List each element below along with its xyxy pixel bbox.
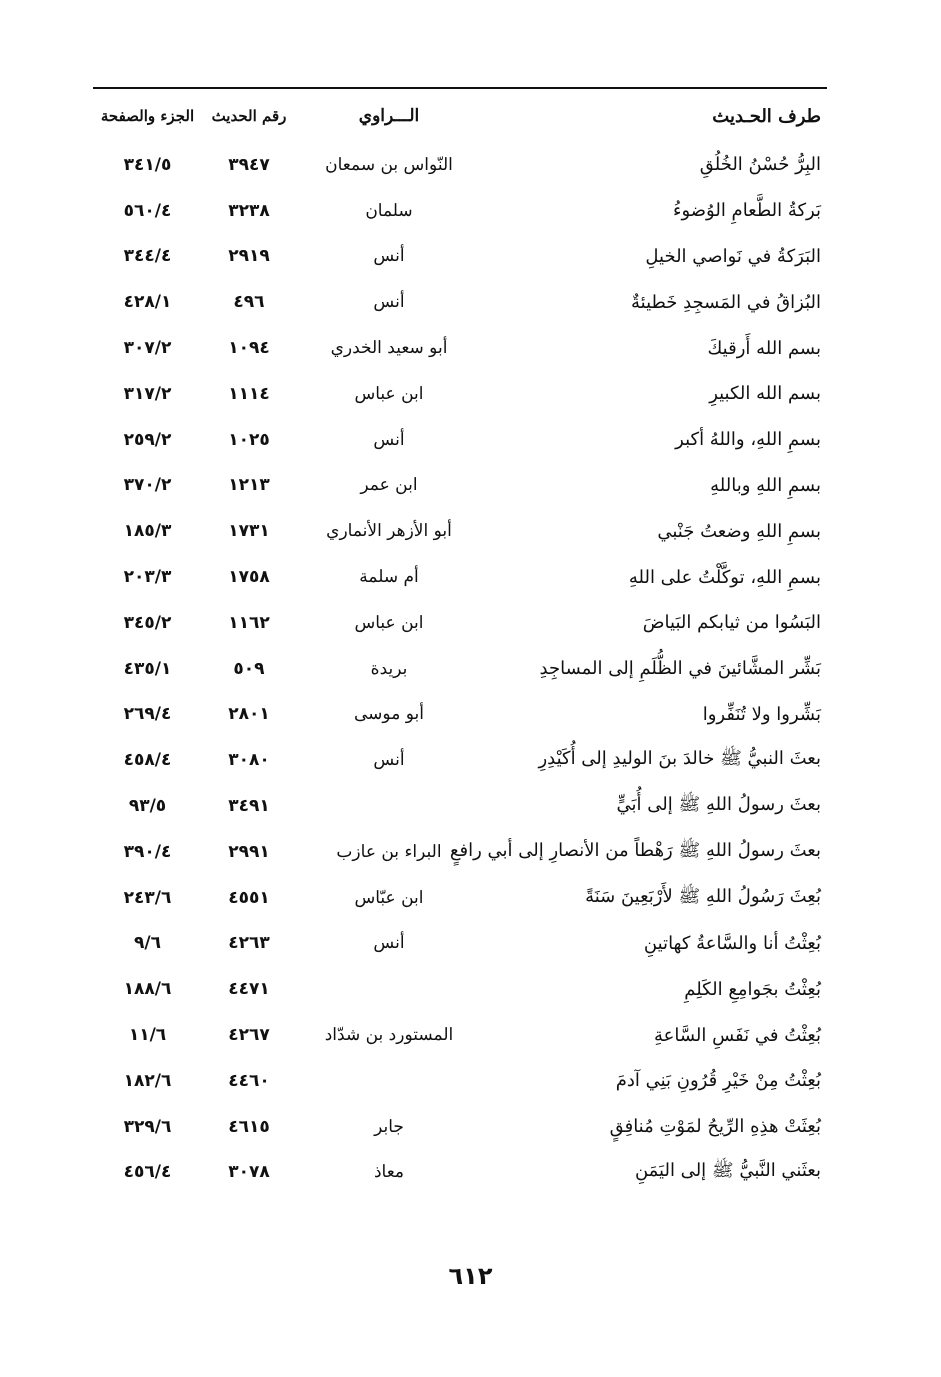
rawi-cell: جابر [374, 1116, 404, 1137]
number-cell: ١٠٢٥ [228, 429, 270, 450]
table-row [93, 417, 827, 463]
part-page-cell: ٤٥٨/٤ [123, 750, 172, 771]
part-page-cell: ٩٣/٥ [128, 796, 167, 817]
table-row [93, 142, 827, 188]
header-number: رقم الحديث [211, 107, 287, 125]
number-cell: ١١١٤ [228, 383, 270, 404]
hadith-cell: بَركةُ الطَّعامِ الوُضوءُ [673, 200, 821, 222]
hadith-cell: بسم الله أَرقيكَ [707, 337, 821, 359]
hadith-cell: بُعِثْتُ في نَفَسِ السَّاعةِ [653, 1024, 821, 1046]
part-page-cell: ٣٤١/٥ [123, 154, 172, 175]
hadith-cell: بسم الله الكبيرِ [709, 383, 821, 405]
number-cell: ١١٦٢ [228, 612, 270, 633]
rawi-cell: أنس [373, 292, 405, 313]
part-page-cell: ٣٧٠/٢ [123, 475, 172, 496]
rawi-cell: سلمان [365, 200, 413, 221]
table-row [93, 966, 827, 1012]
hadith-cell: بعثَ رسولُ اللهِ ﷺ إلى أُبَيٍّ [616, 794, 821, 816]
hadith-cell: البُزاقُ في المَسجِدِ خَطيئةٌ [630, 291, 821, 313]
rawi-cell: أنس [373, 750, 405, 771]
part-page-cell: ٣٤٥/٢ [123, 612, 172, 633]
hadith-cell: بعثَني النَّبيُّ ﷺ إلى اليَمَنِ [634, 1160, 821, 1182]
hadith-cell: بعثَ رسولُ اللهِ ﷺ رَهْطاً من الأنصارِ إلى أبي رافعٍ [449, 839, 821, 861]
hadith-cell: البِرُّ حُسْنُ الخُلُقِ [699, 154, 821, 176]
table-body [93, 142, 827, 1195]
rawi-cell: معاذ [373, 1162, 405, 1183]
rawi-cell: ابن عمر [360, 475, 418, 496]
rawi-cell: أم سلمة [359, 567, 419, 588]
rawi-cell: البراء بن عازب [336, 841, 442, 862]
hadith-cell: بَشِّروا ولا تُنَفِّروا [702, 703, 821, 725]
hadith-cell: البَسُوا من ثيابكم البَياضَ [642, 612, 821, 634]
number-cell: ٥٠٩ [233, 658, 265, 679]
part-page-cell: ١٨٢/٦ [123, 1070, 172, 1091]
part-page-cell: ٢٠٣/٣ [123, 567, 172, 588]
top-rule [93, 87, 827, 89]
number-cell: ٤٤٦٠ [228, 1070, 270, 1091]
header-part-page: الجزء والصفحة [100, 107, 195, 125]
table-row [93, 325, 827, 371]
number-cell: ٤٢٦٣ [228, 933, 270, 954]
part-page-cell: ٥٦٠/٤ [123, 200, 172, 221]
table-row [93, 1150, 827, 1196]
number-cell: ١٢١٣ [228, 475, 270, 496]
table-row [93, 921, 827, 967]
rawi-cell: المستورد بن شدّاد [324, 1025, 454, 1046]
hadith-cell: البَرَكةُ في نَواصي الخيلِ [645, 245, 821, 267]
table-row [93, 692, 827, 738]
hadith-cell: بُعِثَتْ هذِهِ الرِّيحُ لمَوْتِ مُنافِقٍ [609, 1116, 821, 1138]
number-cell: ٣٠٧٨ [228, 1162, 270, 1183]
header-rawi: الـــراوي [358, 106, 420, 126]
part-page-cell: ٣٩٠/٤ [123, 841, 172, 862]
table-row [93, 875, 827, 921]
number-cell: ٣٢٣٨ [228, 200, 270, 221]
part-page-cell: ١٨٥/٣ [123, 521, 172, 542]
rawi-cell: بريدة [370, 658, 408, 679]
hadith-cell: بُعِثْتُ أنا والسَّاعةُ كهاتينِ [643, 932, 821, 954]
table-row [93, 783, 827, 829]
rawi-cell: النّواس بن سمعان [325, 154, 453, 175]
number-cell: ٣٠٨٠ [228, 750, 270, 771]
rawi-cell: أنس [373, 933, 405, 954]
number-cell: ٢٩٩١ [228, 841, 270, 862]
number-cell: ٤٦١٥ [228, 1116, 270, 1137]
number-cell: ٣٩٤٧ [228, 154, 270, 175]
table-row [93, 279, 827, 325]
rawi-cell: أنس [373, 246, 405, 267]
part-page-cell: ٤٣٥/١ [123, 658, 172, 679]
number-cell: ١٧٣١ [228, 521, 270, 542]
number-cell: ١٠٩٤ [228, 338, 270, 359]
hadith-cell: بُعِثَ رَسُولُ اللهِ ﷺ لأَرْبَعِينَ سَنَةً [585, 885, 821, 907]
number-cell: ٤٢٦٧ [228, 1025, 270, 1046]
table-row [93, 737, 827, 783]
hadith-cell: بُعِثْتُ مِنْ خَيْرِ قُرُونِ بَنِي آدمَ [615, 1070, 821, 1092]
part-page-cell: ٩/٦ [134, 933, 161, 954]
header-hadith: طرف الحـديث [712, 105, 821, 127]
hadith-cell: بسمِ اللهِ، واللهُ أكبر [675, 429, 821, 451]
part-page-cell: ٣٢٩/٦ [123, 1116, 172, 1137]
part-page-cell: ٢٤٣/٦ [123, 887, 172, 908]
part-page-cell: ٤٥٦/٤ [123, 1162, 172, 1183]
table-row [93, 508, 827, 554]
rawi-cell: أنس [373, 429, 405, 450]
hadith-cell: بسمِ اللهِ وضعتُ جَنْبي [657, 520, 821, 542]
number-cell: ٢٩١٩ [228, 246, 270, 267]
number-cell: ٢٨٠١ [228, 704, 270, 725]
rawi-cell: أبو الأزهر الأنماري [326, 521, 452, 542]
part-page-cell: ٣٤٤/٤ [123, 246, 172, 267]
part-page-cell: ٣٠٧/٢ [123, 338, 172, 359]
table-row [93, 371, 827, 417]
rawi-cell: أبو موسى [354, 704, 424, 725]
part-page-cell: ٤٢٨/١ [123, 292, 172, 313]
table-header-row [93, 96, 827, 136]
number-cell: ٤٥٥١ [228, 887, 270, 908]
rawi-cell: ابن عباس [354, 383, 424, 404]
number-cell: ٤٤٧١ [228, 979, 270, 1000]
table-row [93, 829, 827, 875]
table-row [93, 1058, 827, 1104]
table-row [93, 1104, 827, 1150]
page-number: ٦١٢ [448, 1262, 493, 1290]
table-row [93, 463, 827, 509]
part-page-cell: ١٨٨/٦ [123, 979, 172, 1000]
part-page-cell: ٢٦٩/٤ [123, 704, 172, 725]
number-cell: ١٧٥٨ [228, 567, 270, 588]
table-row [93, 234, 827, 280]
rawi-cell: ابن عباس [354, 612, 424, 633]
number-cell: ٣٤٩١ [228, 796, 270, 817]
hadith-cell: بُعِثْتُ بجَوامِعِ الكَلِمِ [684, 978, 821, 1000]
table-row [93, 600, 827, 646]
hadith-cell: بسمِ اللهِ، توكَّلْتُ على اللهِ [628, 566, 821, 588]
table-row [93, 1012, 827, 1058]
hadith-cell: بعثَ النبيُّ ﷺ خالدَ بنَ الوليدِ إلى أُكَيْدِرِ [538, 748, 821, 770]
table-row [93, 646, 827, 692]
part-page-cell: ٣١٧/٢ [123, 383, 172, 404]
rawi-cell: ابن عبّاس [354, 887, 424, 908]
part-page-cell: ١١/٦ [128, 1025, 167, 1046]
number-cell: ٤٩٦ [233, 292, 265, 313]
table-row [93, 188, 827, 234]
part-page-cell: ٢٥٩/٢ [123, 429, 172, 450]
rawi-cell: أبو سعيد الخدري [330, 338, 448, 359]
hadith-cell: بسمِ اللهِ وباللهِ [710, 474, 821, 496]
hadith-cell: بَشِّر المشَّائينَ في الظُّلَمِ إلى المساجِدِ [539, 658, 821, 680]
table-row [93, 554, 827, 600]
hadith-index-table [93, 96, 827, 1195]
